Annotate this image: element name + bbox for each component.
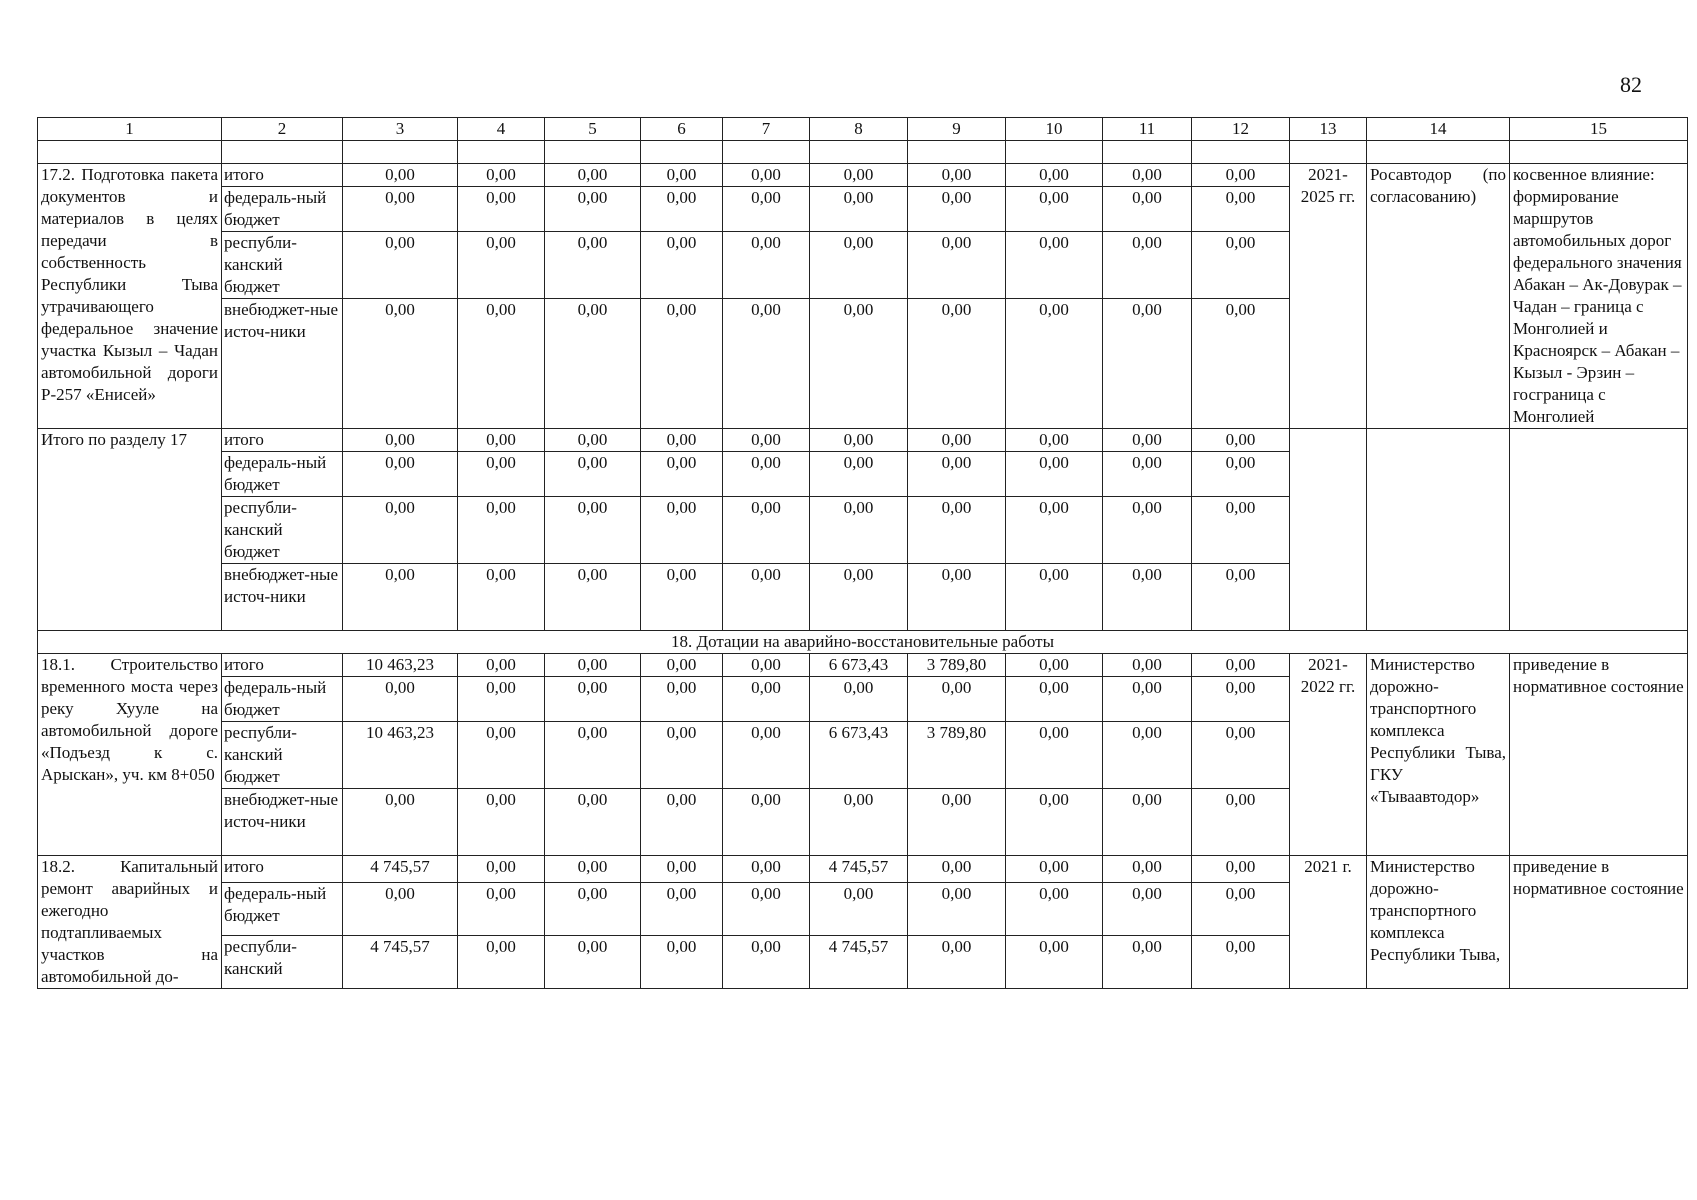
amount-cell: 0,00 <box>343 232 458 299</box>
amount-cell: 0,00 <box>545 299 641 429</box>
column-number-cell: 11 <box>1103 118 1192 141</box>
spacer-cell <box>1367 141 1510 164</box>
amount-cell: 0,00 <box>458 677 545 722</box>
column-number-cell: 2 <box>222 118 343 141</box>
amount-cell: 0,00 <box>1192 497 1290 564</box>
total-17-row <box>38 429 1688 452</box>
column-number-cell: 3 <box>343 118 458 141</box>
amount-cell: 0,00 <box>641 164 723 187</box>
spacer-cell <box>1510 141 1688 164</box>
amount-cell: 0,00 <box>458 722 545 789</box>
amount-cell: 0,00 <box>1103 452 1192 497</box>
executor-cell: Росавтодор (по согласованию) <box>1367 164 1510 429</box>
amount-cell: 0,00 <box>343 429 458 452</box>
amount-cell: 0,00 <box>810 883 908 936</box>
amount-cell: 0,00 <box>545 856 641 883</box>
amount-cell: 4 745,57 <box>810 936 908 989</box>
measure-name-cell: 18.1. Строительство временного моста через реку Хууле на автомобильной дороге «Подъезд к с. Арыскан», уч. км 8+050 <box>38 654 222 856</box>
period-cell <box>1290 429 1367 631</box>
amount-cell: 0,00 <box>908 677 1006 722</box>
amount-cell: 0,00 <box>723 164 810 187</box>
funding-source-cell: внебюджет-ные источ-ники <box>222 789 343 856</box>
amount-cell: 0,00 <box>343 497 458 564</box>
amount-cell: 0,00 <box>810 564 908 631</box>
funding-source-cell: итого <box>222 654 343 677</box>
amount-cell: 0,00 <box>641 883 723 936</box>
amount-cell: 0,00 <box>641 789 723 856</box>
amount-cell: 0,00 <box>1192 299 1290 429</box>
amount-cell: 0,00 <box>1103 936 1192 989</box>
amount-cell: 0,00 <box>1006 299 1103 429</box>
funding-source-cell: федераль-ный бюджет <box>222 677 343 722</box>
amount-cell: 0,00 <box>545 654 641 677</box>
amount-cell: 0,00 <box>1103 497 1192 564</box>
funding-source-cell: республи-канский бюджет <box>222 232 343 299</box>
amount-cell: 0,00 <box>641 299 723 429</box>
amount-cell: 0,00 <box>1006 232 1103 299</box>
funding-source-cell: республи-канский бюджет <box>222 497 343 564</box>
executor-cell: Министерство дорожно-транспортного комплекса Республики Тыва, ГКУ «Тываавтодор» <box>1367 654 1510 856</box>
amount-cell: 0,00 <box>1192 856 1290 883</box>
amount-cell: 0,00 <box>1103 789 1192 856</box>
measure-18-2-row <box>38 856 1688 883</box>
amount-cell: 0,00 <box>641 452 723 497</box>
amount-cell: 0,00 <box>343 299 458 429</box>
amount-cell: 10 463,23 <box>343 722 458 789</box>
measure-name-cell: Итого по разделу 17 <box>38 429 222 631</box>
amount-cell: 0,00 <box>545 164 641 187</box>
amount-cell: 10 463,23 <box>343 654 458 677</box>
column-number-cell: 10 <box>1006 118 1103 141</box>
amount-cell: 0,00 <box>545 883 641 936</box>
spacer-cell <box>38 141 222 164</box>
spacer-cell <box>723 141 810 164</box>
amount-cell: 0,00 <box>641 936 723 989</box>
amount-cell: 0,00 <box>343 677 458 722</box>
spacer-cell <box>545 141 641 164</box>
amount-cell: 0,00 <box>810 789 908 856</box>
amount-cell: 0,00 <box>723 232 810 299</box>
effect-cell <box>1510 429 1688 631</box>
amount-cell: 0,00 <box>810 232 908 299</box>
amount-cell: 0,00 <box>1192 883 1290 936</box>
measure-18-1-row <box>38 654 1688 677</box>
spacer-cell <box>1290 141 1367 164</box>
column-number-row <box>38 118 1688 141</box>
amount-cell: 0,00 <box>545 452 641 497</box>
amount-cell: 0,00 <box>723 789 810 856</box>
amount-cell: 0,00 <box>545 497 641 564</box>
page-number: 82 <box>1620 72 1642 97</box>
amount-cell: 0,00 <box>908 883 1006 936</box>
amount-cell: 0,00 <box>1103 429 1192 452</box>
amount-cell: 0,00 <box>723 187 810 232</box>
column-number-cell: 9 <box>908 118 1006 141</box>
amount-cell: 0,00 <box>641 187 723 232</box>
effect-cell: приведение в нормативное состояние <box>1510 654 1688 856</box>
amount-cell: 0,00 <box>810 497 908 564</box>
amount-cell: 0,00 <box>1006 856 1103 883</box>
amount-cell: 0,00 <box>1192 452 1290 497</box>
amount-cell: 0,00 <box>1006 789 1103 856</box>
column-number-cell: 7 <box>723 118 810 141</box>
amount-cell: 0,00 <box>641 232 723 299</box>
amount-cell: 0,00 <box>458 654 545 677</box>
amount-cell: 6 673,43 <box>810 722 908 789</box>
amount-cell: 0,00 <box>1103 883 1192 936</box>
spacer-cell <box>1103 141 1192 164</box>
amount-cell: 0,00 <box>1006 164 1103 187</box>
amount-cell: 0,00 <box>908 164 1006 187</box>
amount-cell: 0,00 <box>1192 677 1290 722</box>
amount-cell: 0,00 <box>458 936 545 989</box>
section-18-row <box>38 631 1688 654</box>
amount-cell: 0,00 <box>723 936 810 989</box>
amount-cell: 0,00 <box>545 564 641 631</box>
amount-cell: 0,00 <box>810 429 908 452</box>
amount-cell: 0,00 <box>810 187 908 232</box>
amount-cell: 6 673,43 <box>810 654 908 677</box>
column-number-cell: 13 <box>1290 118 1367 141</box>
amount-cell: 4 745,57 <box>810 856 908 883</box>
amount-cell: 0,00 <box>458 452 545 497</box>
amount-cell: 0,00 <box>545 789 641 856</box>
spacer-cell <box>458 141 545 164</box>
period-cell: 2021-2025 гг. <box>1290 164 1367 429</box>
measure-17-2-row <box>38 164 1688 187</box>
executor-cell: Министерство дорожно-транспортного комплекса Республики Тыва, <box>1367 856 1510 989</box>
funding-source-cell: федераль-ный бюджет <box>222 452 343 497</box>
funding-source-cell: республи-канский <box>222 936 343 989</box>
column-number-cell: 8 <box>810 118 908 141</box>
amount-cell: 0,00 <box>458 497 545 564</box>
amount-cell: 0,00 <box>343 789 458 856</box>
amount-cell: 0,00 <box>810 164 908 187</box>
amount-cell: 0,00 <box>1103 564 1192 631</box>
amount-cell: 0,00 <box>545 936 641 989</box>
amount-cell: 0,00 <box>1006 936 1103 989</box>
amount-cell: 0,00 <box>641 654 723 677</box>
amount-cell: 0,00 <box>723 429 810 452</box>
amount-cell: 0,00 <box>1103 654 1192 677</box>
amount-cell: 0,00 <box>908 299 1006 429</box>
amount-cell: 0,00 <box>723 883 810 936</box>
spacer-cell <box>222 141 343 164</box>
amount-cell: 0,00 <box>1192 564 1290 631</box>
amount-cell: 0,00 <box>641 497 723 564</box>
spacer-cell <box>1006 141 1103 164</box>
amount-cell: 0,00 <box>1103 232 1192 299</box>
amount-cell: 0,00 <box>723 654 810 677</box>
amount-cell: 0,00 <box>1192 789 1290 856</box>
amount-cell: 0,00 <box>458 187 545 232</box>
amount-cell: 0,00 <box>641 677 723 722</box>
amount-cell: 0,00 <box>1192 936 1290 989</box>
amount-cell: 0,00 <box>458 789 545 856</box>
amount-cell: 0,00 <box>343 187 458 232</box>
executor-cell <box>1367 429 1510 631</box>
amount-cell: 0,00 <box>1006 722 1103 789</box>
amount-cell: 0,00 <box>1192 722 1290 789</box>
measure-name-cell: 17.2. Подготовка пакета документов и материалов в целях передачи в собственность Республики Тыва утрачивающего федеральное значение участка Кызыл – Чадан автомобильной дороги Р-257 «Енисей» <box>38 164 222 429</box>
amount-cell: 3 789,80 <box>908 722 1006 789</box>
amount-cell: 0,00 <box>810 452 908 497</box>
amount-cell: 0,00 <box>908 856 1006 883</box>
amount-cell: 0,00 <box>545 429 641 452</box>
column-number-cell: 1 <box>38 118 222 141</box>
amount-cell: 0,00 <box>810 299 908 429</box>
amount-cell: 0,00 <box>343 164 458 187</box>
amount-cell: 0,00 <box>343 452 458 497</box>
amount-cell: 0,00 <box>458 856 545 883</box>
amount-cell: 0,00 <box>1006 654 1103 677</box>
column-number-cell: 14 <box>1367 118 1510 141</box>
spacer-cell <box>810 141 908 164</box>
amount-cell: 0,00 <box>1192 654 1290 677</box>
period-cell: 2021 г. <box>1290 856 1367 989</box>
measure-name-cell: 18.2. Капитальный ремонт аварийных и ежегодно подтапливаемых участков на автомобильной до- <box>38 856 222 989</box>
amount-cell: 0,00 <box>1006 677 1103 722</box>
amount-cell: 0,00 <box>545 722 641 789</box>
section-title-cell: 18. Дотации на аварийно-восстановительные работы <box>38 631 1688 654</box>
amount-cell: 0,00 <box>641 429 723 452</box>
amount-cell: 0,00 <box>545 677 641 722</box>
amount-cell: 0,00 <box>1192 164 1290 187</box>
amount-cell: 3 789,80 <box>908 654 1006 677</box>
amount-cell: 0,00 <box>545 187 641 232</box>
effect-cell: приведение в нормативное состояние <box>1510 856 1688 989</box>
funding-source-cell: итого <box>222 429 343 452</box>
amount-cell: 0,00 <box>343 883 458 936</box>
amount-cell: 4 745,57 <box>343 856 458 883</box>
column-number-cell: 5 <box>545 118 641 141</box>
budget-table <box>37 117 1688 989</box>
amount-cell: 0,00 <box>1192 429 1290 452</box>
effect-cell: косвенное влияние: формирование маршрутов автомобильных дорог федерального значения Абакан – Ак-Довурак – Чадан – граница с Монголией и Красноярск – Абакан – Кызыл - Эрзин – госграница с Монголией <box>1510 164 1688 429</box>
amount-cell: 0,00 <box>458 232 545 299</box>
funding-source-cell: итого <box>222 164 343 187</box>
amount-cell: 0,00 <box>723 856 810 883</box>
amount-cell: 0,00 <box>545 232 641 299</box>
column-number-cell: 15 <box>1510 118 1688 141</box>
funding-source-cell: федераль-ный бюджет <box>222 883 343 936</box>
spacer-row <box>38 141 1688 164</box>
amount-cell: 0,00 <box>1103 187 1192 232</box>
amount-cell: 0,00 <box>458 429 545 452</box>
amount-cell: 0,00 <box>343 564 458 631</box>
amount-cell: 0,00 <box>458 564 545 631</box>
spacer-cell <box>908 141 1006 164</box>
amount-cell: 0,00 <box>1103 677 1192 722</box>
amount-cell: 0,00 <box>1006 187 1103 232</box>
column-number-cell: 6 <box>641 118 723 141</box>
amount-cell: 0,00 <box>458 883 545 936</box>
period-cell: 2021-2022 гг. <box>1290 654 1367 856</box>
funding-source-cell: внебюджет-ные источ-ники <box>222 299 343 429</box>
amount-cell: 0,00 <box>1103 856 1192 883</box>
amount-cell: 0,00 <box>1103 299 1192 429</box>
funding-source-cell: федераль-ный бюджет <box>222 187 343 232</box>
spacer-cell <box>641 141 723 164</box>
amount-cell: 0,00 <box>1006 452 1103 497</box>
amount-cell: 0,00 <box>908 497 1006 564</box>
amount-cell: 0,00 <box>641 856 723 883</box>
spacer-cell <box>343 141 458 164</box>
amount-cell: 0,00 <box>641 564 723 631</box>
amount-cell: 0,00 <box>810 677 908 722</box>
funding-source-cell: внебюджет-ные источ-ники <box>222 564 343 631</box>
spacer-cell <box>1192 141 1290 164</box>
amount-cell: 0,00 <box>908 187 1006 232</box>
amount-cell: 0,00 <box>1006 883 1103 936</box>
amount-cell: 0,00 <box>908 936 1006 989</box>
funding-source-cell: республи-канский бюджет <box>222 722 343 789</box>
amount-cell: 0,00 <box>908 429 1006 452</box>
amount-cell: 0,00 <box>1103 722 1192 789</box>
amount-cell: 0,00 <box>458 164 545 187</box>
amount-cell: 0,00 <box>723 497 810 564</box>
amount-cell: 0,00 <box>723 677 810 722</box>
amount-cell: 0,00 <box>458 299 545 429</box>
amount-cell: 0,00 <box>723 452 810 497</box>
amount-cell: 0,00 <box>1006 564 1103 631</box>
amount-cell: 0,00 <box>723 564 810 631</box>
column-number-cell: 12 <box>1192 118 1290 141</box>
amount-cell: 0,00 <box>908 789 1006 856</box>
amount-cell: 0,00 <box>1006 497 1103 564</box>
amount-cell: 4 745,57 <box>343 936 458 989</box>
amount-cell: 0,00 <box>1192 232 1290 299</box>
amount-cell: 0,00 <box>908 232 1006 299</box>
amount-cell: 0,00 <box>908 564 1006 631</box>
amount-cell: 0,00 <box>1006 429 1103 452</box>
amount-cell: 0,00 <box>723 299 810 429</box>
column-number-cell: 4 <box>458 118 545 141</box>
amount-cell: 0,00 <box>723 722 810 789</box>
amount-cell: 0,00 <box>1103 164 1192 187</box>
funding-source-cell: итого <box>222 856 343 883</box>
amount-cell: 0,00 <box>908 452 1006 497</box>
amount-cell: 0,00 <box>641 722 723 789</box>
amount-cell: 0,00 <box>1192 187 1290 232</box>
